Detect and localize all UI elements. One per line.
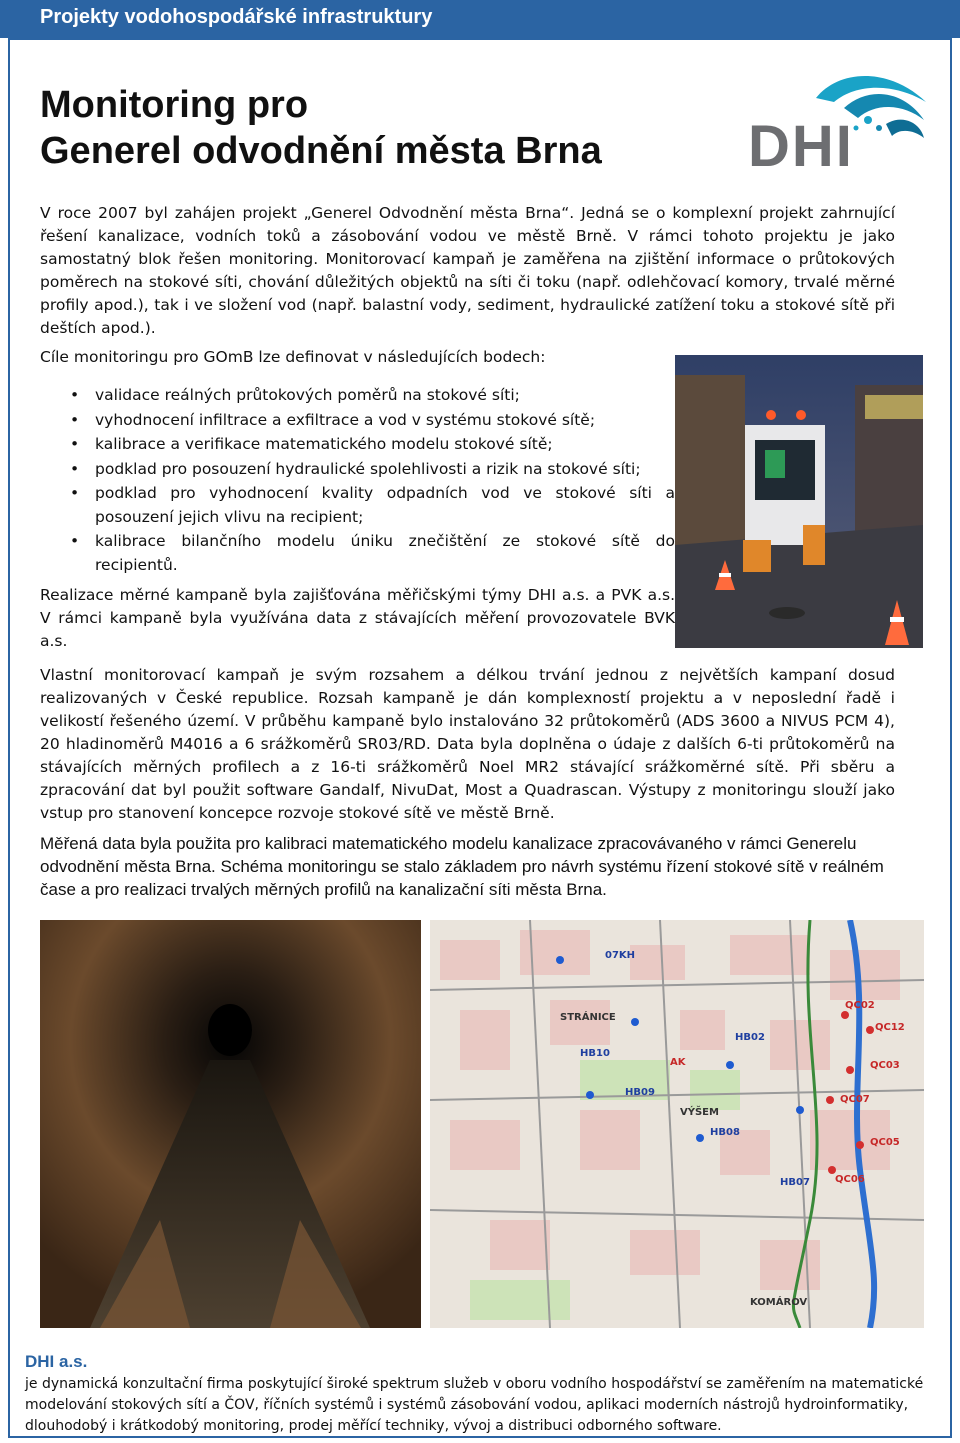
intro-paragraph: V roce 2007 byl zahájen projekt „Generel Odvodnění města Brna“. Jedná se o komplexní projekt zahrnující řešení kanalizace, vodních toků a zásobování vodou ve městě Brně. V rámci tohoto projektu je jako samostatný blok řešen monitoring. Monitorovací kampaň je zaměřena na zjištění informace o průtokových poměrech na stokové síti, chování důležitých objektů na síti či toku (např. odlehčovací komory, trvalé měrné profily apod.), tak i ve složení vod (např. balastní vody, sediment, hydraulické zatížení toku a stokové sítě při deštích apod.). xyxy=(40,204,895,337)
map-label: QC03 xyxy=(870,1060,900,1071)
dhi-logo-text: DHI xyxy=(748,114,854,172)
footer-company: DHI a.s. xyxy=(25,1352,88,1371)
dhi-logo xyxy=(748,62,928,172)
map-label: QC05 xyxy=(870,1137,900,1148)
list-item: • kalibrace a verifikace matematického modelu stokové sítě; xyxy=(70,433,675,457)
map-label: HB02 xyxy=(735,1032,765,1043)
list-item: • podklad pro posouzení hydraulické spolehlivosti a rizik na stokové síti; xyxy=(70,458,675,482)
photo-monitoring-truck xyxy=(675,355,923,648)
header-title: Projekty vodohospodářské infrastruktury xyxy=(40,6,433,28)
measured-paragraph: Měřená data byla použita pro kalibraci matematického modelu kanalizace zpracovávaného v rámci Generelu odvodnění města Brna. Schéma monitoringu se stalo základem pro návrh systému řízení stokové sítě v reálném čase a pro realizaci trvalých měrných profilů na kanalizační síti města Brna. xyxy=(40,834,884,899)
list-item: • podklad pro vyhodnocení kvality odpadních vod ve stokové síti a posouzení jejich vlivu na recipient; xyxy=(70,482,675,529)
map-label: VÝŠEM xyxy=(680,1107,719,1118)
title-line-1: Monitoring pro xyxy=(40,84,309,126)
map-label: QC07 xyxy=(840,1094,870,1105)
map-label: AK xyxy=(670,1057,686,1068)
map-label: HB08 xyxy=(710,1127,740,1138)
map-label: HB09 xyxy=(625,1087,655,1098)
list-item: • kalibrace bilančního modelu úniku znečištění ze stokové sítě do recipientů. xyxy=(70,530,675,577)
page-title xyxy=(40,82,740,174)
map-label: STRÁNICE xyxy=(560,1012,616,1023)
map-label: 07KH xyxy=(605,950,636,961)
list-item: • vyhodnocení infiltrace a exfiltrace a vod v systému stokové sítě; xyxy=(70,409,675,433)
realizace-paragraph: Realizace měrné kampaně byla zajišťována měřičskými týmy DHI a.s. a PVK a.s. V rámci kampaně byla využívána data z stávajících měření provozovatele BVK a.s. xyxy=(40,586,675,650)
campaign-paragraph: Vlastní monitorovací kampaň je svým rozsahem a délkou trvání jednou z největších kampaní dosud realizovaných v České republice. Rozsah kampaně je dán komplexností projektu a v neposlední řadě i velikostí řešeného území. V průběhu kampaně bylo instalováno 32 průtokoměrů (ADS 3600 a NIVUS PCM 4), 20 hladinoměrů M4016 a 6 srážkoměrů SR03/RD. Data byla doplněna o údaje z dalších 6-ti průtokoměrů na stávajících měrných profilech a z 16-ti srážkoměrů Noel MR2 stávající srážkoměrné sítě. Při sběru a zpracování dat byl použit software Gandalf, NivuDat, Most a Quadrascan. Výstupy z monitoringu slouží jako vstup pro stanovení koncepce rozvoje stokové sítě ve městě Brně. xyxy=(40,666,895,822)
map-label: KOMÁROV xyxy=(750,1297,808,1308)
map-label: QC12 xyxy=(875,1022,905,1033)
map-label: QC02 xyxy=(845,1000,875,1011)
footer-description: je dynamická konzultační firma poskytující široké spektrum služeb v oboru vodního hospodářství se zaměřením na matematické modelování stokových sítí a ČOV, říčních systémů i systémů zásobování vodou, aplikaci moderních nástrojů hydroinformatiky, dlouhodobý i krátkodobý monitoring, prodej měřící techniky, vývoj a distribuci odborného software. xyxy=(25,1376,924,1434)
footer xyxy=(25,1352,925,1437)
map-label: QC06 xyxy=(835,1174,865,1185)
photo-sewer-tunnel xyxy=(40,920,421,1328)
map-brno-monitoring xyxy=(430,920,924,1328)
goals-intro: Cíle monitoringu pro GOmB lze definovat v následujících bodech: xyxy=(40,348,546,366)
title-line-2: Generel odvodnění města Brna xyxy=(40,130,602,172)
list-item: • validace reálných průtokových poměrů na stokové síti; xyxy=(70,384,675,408)
map-label: HB10 xyxy=(580,1048,610,1059)
goals-list xyxy=(70,384,675,578)
map-label: HB07 xyxy=(780,1177,810,1188)
